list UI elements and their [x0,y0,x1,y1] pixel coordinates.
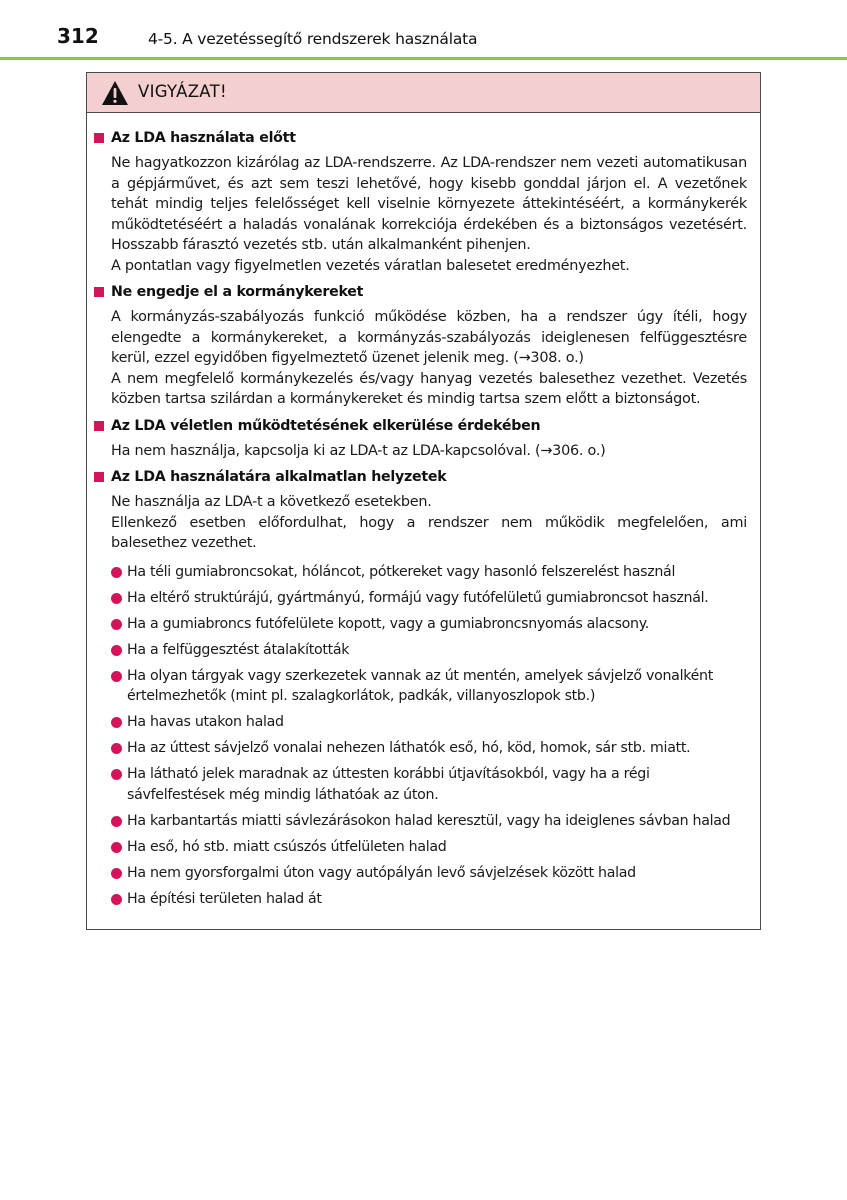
caution-header [87,73,760,113]
list-item: Ha az úttest sávjelző vonalai nehezen láthatók eső, hó, köd, homok, sár stb. miatt. [111,738,747,759]
round-bullet-icon [111,868,122,879]
square-bullet-icon [94,287,104,297]
round-bullet-icon [111,671,122,682]
round-bullet-icon [111,769,122,780]
square-bullet-icon [94,472,104,482]
round-bullet-icon [111,842,122,853]
square-bullet-icon [94,421,104,431]
list-item: Ha építési területen halad át [111,889,747,910]
round-bullet-icon [111,743,122,754]
list-item: Ha eső, hó stb. miatt csúszós útfelületen halad [111,837,747,858]
section-heading: Ne engedje el a kormánykereket [87,281,760,303]
section-avoid-accidental [87,415,760,462]
round-bullet-icon [111,593,122,604]
paragraph: Ne hagyatkozzon kizárólag az LDA-rendszerre. Az LDA-rendszer nem vezeti automatikusan a gépjárművet, és azt sem teszi lehetővé, hogy kisebb gonddal járjon el. A vezetőnek tehát mindig teljes felelősséget kell viselnie környezete áttekintéséért, a kormánykerék működtetéséért a haladás vonalának korrekciója érdekében és a biztonságos vezetésért. Hosszabb fárasztó vezetés stb. után alkalmanként pihenjen. [111,155,747,253]
caution-title: VIGYÁZAT! [138,82,227,101]
paragraph: A kormányzás-szabályozás funkció működése közben, ha a rendszer úgy ítéli, hogy elengedte a kormánykereket, a kormányzás-szabályozás ideiglenesen felfüggesztésre kerül, ezzel egyidőben figyelmeztető üzenet jelenik meg. (→308. o.) [111,309,747,366]
list-item: Ha eltérő struktúrájú, gyártmányú, formájú vagy futófelületű gumiabroncsot használ. [111,588,747,609]
caution-content [87,127,760,915]
list-item: Ha téli gumiabroncsokat, hóláncot, pótkereket vagy hasonló felszerelést használ [111,562,747,583]
section-heading: Az LDA véletlen működtetésének elkerülése érdekében [87,415,760,437]
section-unsuitable-situations [87,466,760,909]
warning-triangle-icon [101,80,129,106]
running-head: 4-5. A vezetéssegítő rendszerek használata [148,30,478,48]
paragraph: Ellenkező esetben előfordulhat, hogy a rendszer nem működik megfelelően, ami balesethez vezethet. [111,514,747,551]
list-item: Ha látható jelek maradnak az úttesten korábbi útjavításokból, vagy ha a régi sávfelfestések még mindig láthatóak az úton. [111,764,747,805]
round-bullet-icon [111,816,122,827]
header-rule [0,57,847,60]
round-bullet-icon [111,894,122,905]
list-item: Ha a felfüggesztést átalakították [111,640,747,661]
round-bullet-icon [111,645,122,656]
paragraph: A nem megfelelő kormánykezelés és/vagy hanyag vezetés balesethez vezethet. Vezetés közben tartsa szilárdan a kormánykereket és mindig tartsa szem előtt a biztonságot. [111,370,747,407]
section-before-use [87,127,760,276]
list-item: Ha olyan tárgyak vagy szerkezetek vannak az út mentén, amelyek sávjelző vonalként értelmezhetők (mint pl. szalagkorlátok, padkák, villanyoszlopok stb.) [111,666,747,707]
list-item: Ha a gumiabroncs futófelülete kopott, vagy a gumiabroncsnyomás alacsony. [111,614,747,635]
caution-box [86,72,761,930]
list-item: Ha karbantartás miatti sávlezárásokon halad keresztül, vagy ha ideiglenes sávban halad [111,811,747,832]
paragraph: A pontatlan vagy figyelmetlen vezetés váratlan balesetet eredményezhet. [111,257,630,274]
section-heading: Az LDA használata előtt [87,127,760,149]
paragraph: Ne használja az LDA-t a következő esetekben. [111,494,432,510]
section-hands-on-wheel [87,281,760,410]
round-bullet-icon [111,567,122,578]
page-number: 312 [57,24,99,48]
list-item: Ha havas utakon halad [111,712,747,733]
round-bullet-icon [111,619,122,630]
round-bullet-icon [111,717,122,728]
list-item: Ha nem gyorsforgalmi úton vagy autópályán levő sávjelzések között halad [111,863,747,884]
bullet-list [111,562,747,910]
section-heading: Az LDA használatára alkalmatlan helyzetek [87,466,760,488]
square-bullet-icon [94,133,104,143]
paragraph: Ha nem használja, kapcsolja ki az LDA-t az LDA-kapcsolóval. (→306. o.) [111,442,606,459]
